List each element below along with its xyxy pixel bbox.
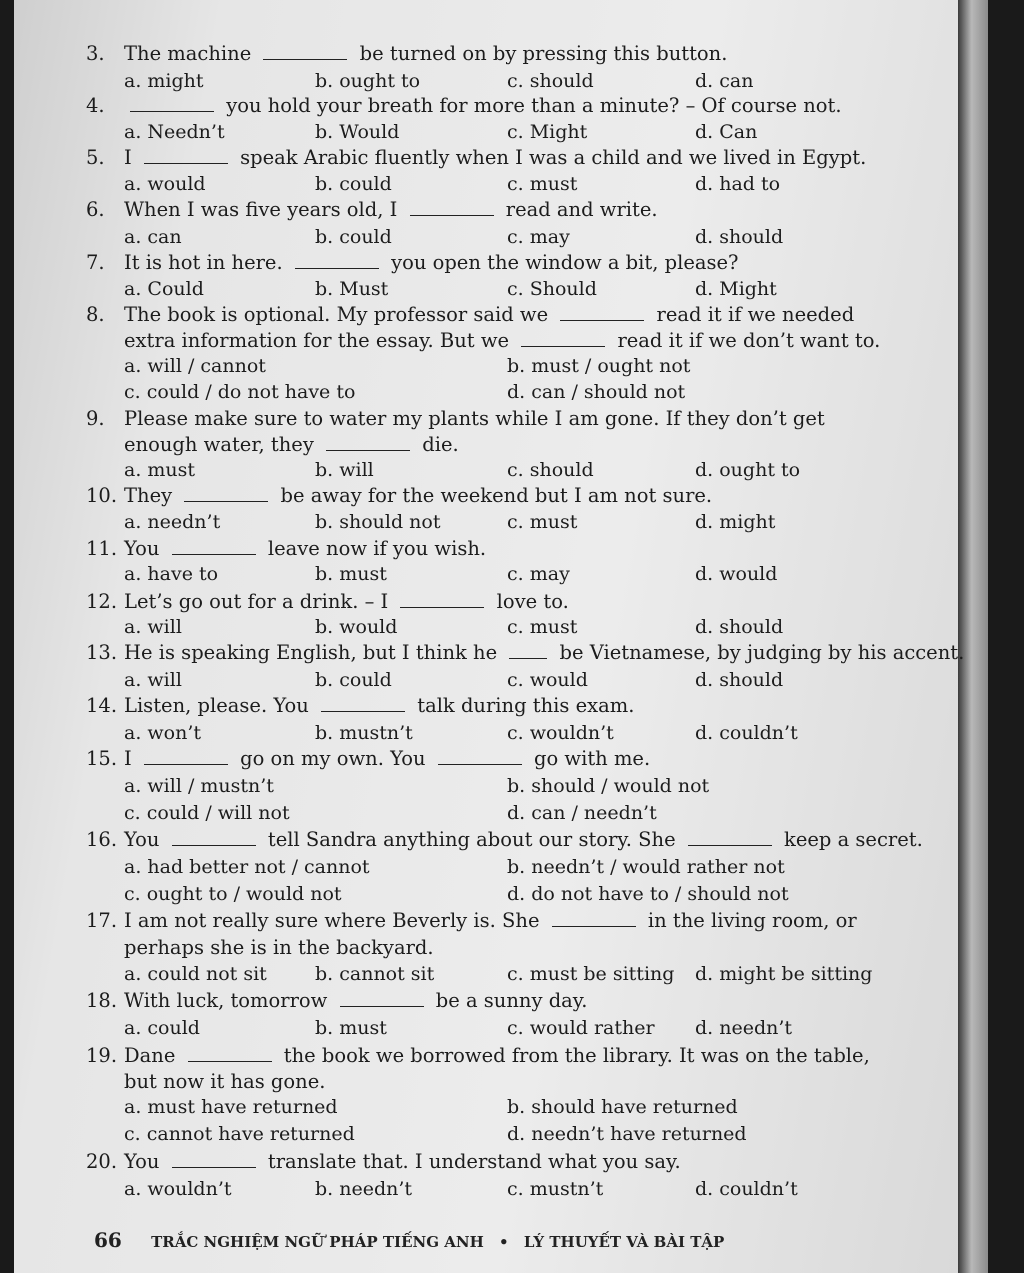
- question-number: 18.: [86, 989, 118, 1012]
- answer-option[interactable]: a. needn’t: [124, 511, 221, 533]
- question-stem-continued: [124, 1070, 964, 1094]
- question-text: you open the window a bit, please?: [384, 251, 739, 274]
- answer-blank[interactable]: [144, 750, 228, 765]
- answer-option[interactable]: d. should: [695, 616, 784, 638]
- question-text: Listen, please. You: [124, 694, 316, 717]
- answer-option[interactable]: c. wouldn’t: [507, 722, 614, 744]
- answer-option[interactable]: a. will: [124, 669, 182, 691]
- answer-option[interactable]: c. must: [507, 616, 578, 638]
- answer-blank[interactable]: [438, 750, 522, 765]
- answer-option[interactable]: b. mustn’t: [315, 722, 413, 744]
- question-text: leave now if you wish.: [261, 537, 487, 560]
- question-text: You: [124, 1150, 166, 1173]
- answer-option[interactable]: a. will / cannot: [124, 355, 266, 377]
- answer-option[interactable]: b. needn’t / would rather not: [507, 856, 785, 878]
- answer-option[interactable]: d. ought to: [695, 459, 801, 481]
- answer-option[interactable]: a. wouldn’t: [124, 1178, 232, 1200]
- question-stem: [86, 198, 926, 222]
- question-text: die.: [416, 433, 459, 456]
- question-stem: [86, 42, 926, 66]
- question-text: read it if we don’t want to.: [611, 329, 881, 352]
- question-text: talk during this exam.: [411, 694, 635, 717]
- question-text: They: [124, 484, 179, 507]
- question-text: I am not really sure where Beverly is. She: [124, 909, 546, 932]
- question-text: Please make sure to water my plants while I am gone. If they don’t get: [124, 407, 825, 430]
- question-number: 19.: [86, 1044, 118, 1067]
- answer-option[interactable]: b. could: [315, 173, 392, 195]
- answer-option[interactable]: c. could / do not have to: [124, 381, 356, 403]
- question-text: Dane: [124, 1044, 182, 1067]
- answer-option[interactable]: d. might be sitting: [695, 963, 873, 985]
- answer-option[interactable]: c. Should: [507, 278, 597, 300]
- question-text: extra information for the essay. But we: [124, 329, 516, 352]
- answer-option[interactable]: c. Might: [507, 121, 588, 143]
- answer-option[interactable]: a. won’t: [124, 722, 202, 744]
- question-stem-continued: [124, 329, 964, 353]
- answer-option[interactable]: b. Would: [315, 121, 400, 143]
- answer-blank[interactable]: [326, 436, 410, 451]
- answer-blank[interactable]: [552, 912, 636, 927]
- question-text: speak Arabic fluently when I was a child and we lived in Egypt.: [233, 146, 867, 169]
- answer-option[interactable]: d. Can: [695, 121, 758, 143]
- answer-blank[interactable]: [144, 149, 228, 164]
- answer-blank[interactable]: [172, 831, 256, 846]
- page-footer: [94, 1228, 724, 1252]
- question-number: 5.: [86, 146, 105, 169]
- answer-option[interactable]: c. would rather: [507, 1017, 655, 1039]
- question-text: love to.: [490, 590, 569, 613]
- question-text: The machine: [124, 42, 258, 65]
- question-text: The book is optional. My professor said we: [124, 303, 555, 326]
- question-stem: [86, 484, 926, 508]
- answer-option[interactable]: d. Might: [695, 278, 777, 300]
- answer-blank[interactable]: [295, 254, 379, 269]
- question-number: 4.: [86, 94, 105, 117]
- answer-option[interactable]: c. should: [507, 70, 594, 92]
- answer-option[interactable]: d. do not have to / should not: [507, 883, 789, 905]
- answer-blank[interactable]: [188, 1047, 272, 1062]
- answer-option[interactable]: b. needn’t: [315, 1178, 413, 1200]
- answer-option[interactable]: d. couldn’t: [695, 722, 798, 744]
- question-stem: [86, 537, 926, 561]
- answer-option[interactable]: d. should: [695, 669, 784, 691]
- question-number: 6.: [86, 198, 105, 221]
- question-stem-continued: [124, 433, 964, 457]
- answer-option[interactable]: c. cannot have returned: [124, 1123, 355, 1145]
- answer-option[interactable]: c. may: [507, 563, 570, 585]
- answer-blank[interactable]: [130, 97, 214, 112]
- question-text: be Vietnamese, by judging by his accent.: [553, 641, 965, 664]
- question-stem: [86, 303, 926, 327]
- answer-option[interactable]: a. Could: [124, 278, 204, 300]
- answer-option[interactable]: a. must: [124, 459, 196, 481]
- answer-option[interactable]: a. could: [124, 1017, 200, 1039]
- question-number: 3.: [86, 42, 105, 65]
- answer-option[interactable]: c. must: [507, 173, 578, 195]
- question-text: the book we borrowed from the library. It was on the table,: [277, 1044, 870, 1067]
- question-text: be a sunny day.: [429, 989, 588, 1012]
- answer-blank[interactable]: [688, 831, 772, 846]
- question-number: 20.: [86, 1150, 118, 1173]
- answer-option[interactable]: c. would: [507, 669, 588, 691]
- answer-option[interactable]: a. could not sit: [124, 963, 267, 985]
- page-number: 66: [94, 1228, 122, 1252]
- answer-option[interactable]: b. ought to: [315, 70, 421, 92]
- question-number: 10.: [86, 484, 118, 507]
- question-text: When I was five years old, I: [124, 198, 404, 221]
- question-number: 9.: [86, 407, 105, 430]
- answer-option[interactable]: d. needn’t have returned: [507, 1123, 747, 1145]
- question-text: translate that. I understand what you say.: [261, 1150, 681, 1173]
- question-stem: [86, 694, 926, 718]
- question-text: be turned on by pressing this button.: [353, 42, 728, 65]
- answer-blank[interactable]: [509, 644, 547, 659]
- question-text: enough water, they: [124, 433, 321, 456]
- answer-option[interactable]: d. couldn’t: [695, 1178, 798, 1200]
- question-number: 17.: [86, 909, 118, 932]
- answer-option[interactable]: a. Needn’t: [124, 121, 225, 143]
- footer-bullet: •: [499, 1233, 509, 1251]
- answer-option[interactable]: a. will: [124, 616, 182, 638]
- answer-blank[interactable]: [184, 487, 268, 502]
- question-number: 11.: [86, 537, 118, 560]
- question-stem: [86, 407, 926, 431]
- answer-option[interactable]: a. have to: [124, 563, 219, 585]
- answer-option[interactable]: a. would: [124, 173, 206, 195]
- answer-option[interactable]: b. should / would not: [507, 775, 710, 797]
- question-number: 13.: [86, 641, 118, 664]
- question-number: 15.: [86, 747, 118, 770]
- answer-option[interactable]: b. must: [315, 563, 387, 585]
- answer-option[interactable]: c. could / will not: [124, 802, 290, 824]
- question-stem: [86, 989, 926, 1013]
- answer-blank[interactable]: [321, 697, 405, 712]
- question-stem: [86, 641, 965, 665]
- question-stem: [86, 909, 926, 933]
- question-text: I: [124, 747, 138, 770]
- question-text: tell Sandra anything about our story. She: [261, 828, 682, 851]
- question-text: but now it has gone.: [124, 1070, 326, 1093]
- answer-option[interactable]: d. can / should not: [507, 381, 686, 403]
- question-stem-continued: [124, 936, 964, 960]
- answer-blank[interactable]: [172, 1153, 256, 1168]
- answer-option[interactable]: a. had better not / cannot: [124, 856, 370, 878]
- answer-option[interactable]: c. ought to / would not: [124, 883, 342, 905]
- question-number: 8.: [86, 303, 105, 326]
- question-text: You: [124, 828, 166, 851]
- question-text: be away for the weekend but I am not sure.: [274, 484, 713, 507]
- question-number: 14.: [86, 694, 118, 717]
- answer-option[interactable]: d. would: [695, 563, 778, 585]
- answer-option[interactable]: a. might: [124, 70, 204, 92]
- answer-option[interactable]: d. can: [695, 70, 754, 92]
- question-text: Let’s go out for a drink. – I: [124, 590, 395, 613]
- answer-option[interactable]: b. must: [315, 1017, 387, 1039]
- book-subtitle: LÝ THUYẾT VÀ BÀI TẬP: [523, 1233, 725, 1251]
- question-stem: [86, 146, 926, 170]
- question-text: With luck, tomorrow: [124, 989, 334, 1012]
- question-text: you hold your breath for more than a minute? – Of course not.: [220, 94, 842, 117]
- answer-option[interactable]: b. will: [315, 459, 374, 481]
- question-stem: [86, 590, 926, 614]
- question-number: 16.: [86, 828, 118, 851]
- answer-option[interactable]: a. must have returned: [124, 1096, 338, 1118]
- question-text: I: [124, 146, 138, 169]
- answer-option[interactable]: b. could: [315, 226, 392, 248]
- answer-option[interactable]: b. could: [315, 669, 392, 691]
- answer-option[interactable]: a. can: [124, 226, 182, 248]
- question-text: go on my own. You: [233, 747, 432, 770]
- answer-option[interactable]: c. must: [507, 511, 578, 533]
- question-text: He is speaking English, but I think he: [124, 641, 504, 664]
- answer-option[interactable]: d. needn’t: [695, 1017, 793, 1039]
- answer-option[interactable]: b. should not: [315, 511, 441, 533]
- answer-option[interactable]: d. might: [695, 511, 776, 533]
- question-text: keep a secret.: [777, 828, 923, 851]
- answer-blank[interactable]: [521, 332, 605, 347]
- question-text: It is hot in here.: [124, 251, 289, 274]
- question-text: perhaps she is in the backyard.: [124, 936, 434, 959]
- answer-option[interactable]: d. had to: [695, 173, 781, 195]
- answer-option[interactable]: b. should have returned: [507, 1096, 738, 1118]
- question-text: You: [124, 537, 166, 560]
- answer-option[interactable]: b. must / ought not: [507, 355, 691, 377]
- answer-option[interactable]: b. Must: [315, 278, 389, 300]
- answer-option[interactable]: d. should: [695, 226, 784, 248]
- question-stem: [86, 747, 926, 771]
- answer-option[interactable]: d. can / needn’t: [507, 802, 657, 824]
- question-number: 7.: [86, 251, 105, 274]
- question-stem: [86, 94, 926, 118]
- question-text: read and write.: [499, 198, 658, 221]
- answer-blank[interactable]: [172, 540, 256, 555]
- book-title: TRẮC NGHIỆM NGỮ PHÁP TIẾNG ANH: [151, 1233, 484, 1251]
- answer-option[interactable]: b. would: [315, 616, 398, 638]
- question-text: go with me.: [527, 747, 651, 770]
- answer-blank[interactable]: [400, 593, 484, 608]
- answer-option[interactable]: c. may: [507, 226, 570, 248]
- answer-blank[interactable]: [410, 201, 494, 216]
- answer-option[interactable]: c. mustn’t: [507, 1178, 604, 1200]
- question-number: 12.: [86, 590, 118, 613]
- answer-option[interactable]: b. cannot sit: [315, 963, 435, 985]
- question-stem: [86, 251, 926, 275]
- question-text: in the living room, or: [641, 909, 857, 932]
- answer-blank[interactable]: [560, 306, 644, 321]
- question-stem: [86, 1044, 926, 1068]
- answer-option[interactable]: c. should: [507, 459, 594, 481]
- question-stem: [86, 1150, 926, 1174]
- answer-blank[interactable]: [340, 992, 424, 1007]
- answer-option[interactable]: c. must be sitting: [507, 963, 675, 985]
- answer-blank[interactable]: [263, 45, 347, 60]
- answer-option[interactable]: a. will / mustn’t: [124, 775, 274, 797]
- question-text: read it if we needed: [650, 303, 855, 326]
- question-stem: [86, 828, 926, 852]
